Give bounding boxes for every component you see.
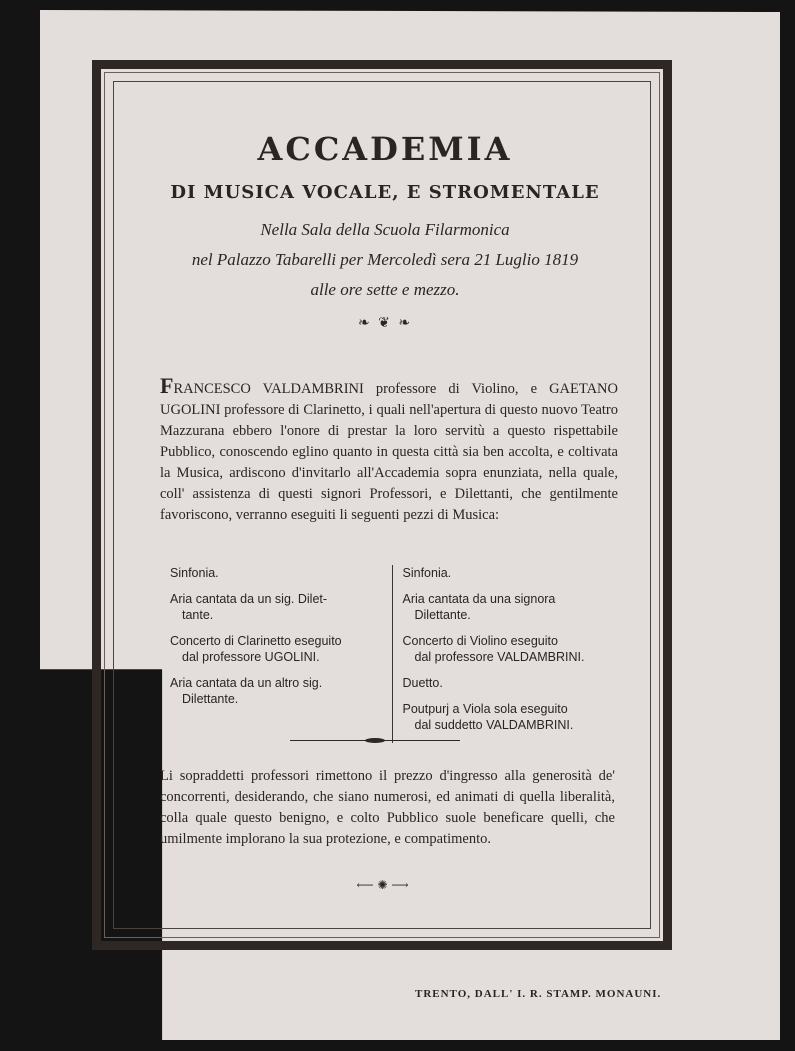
item-line: Concerto di Violino eseguito	[402, 634, 558, 648]
list-item	[403, 633, 616, 665]
location-line-2: nel Palazzo Tabarelli per Mercoledì sera 21 Luglio 1819	[191, 250, 579, 269]
item-line: Concerto di Clarinetto eseguito	[170, 634, 342, 648]
item-line-indent: tante.	[182, 608, 214, 622]
item-line-indent: dal professore VALDAMBRINI.	[414, 650, 585, 664]
program-list	[170, 565, 615, 743]
list-item	[403, 675, 616, 691]
intro-text: RANCESCO VALDAMBRINI professore di Violino, e GAETANO UGOLINI professore di Clarinetto, i quali nell'apertura di questo nuovo Teatro Mazzurana ebbero l'onore di prestar la loro servitù a questo rispettabile Pubblico, conoscendo eglino quanto in questa città sia ben accolta, e coltivata la Musica, ardiscono d'invitarlo all'Accademia sopra enunziata, nella quale, coll' assistenza di questi signori Professori, e Dilettanti, che gentilmente favoriscono, verranno eseguiti li seguenti pezzi di Musica:	[160, 381, 618, 523]
program-column-right	[393, 565, 616, 743]
item-line-indent: Dilettante.	[414, 608, 471, 622]
list-item	[170, 675, 382, 707]
item-line-indent: dal professore UGOLINI.	[182, 650, 320, 664]
item-line: Aria cantata da un sig. Dilet-	[170, 592, 328, 606]
item-line-indent: dal suddetto VALDAMBRINI.	[414, 718, 574, 732]
item-line: Sinfonia.	[170, 566, 219, 580]
divider-rule	[290, 740, 460, 741]
subtitle: DI MUSICA VOCALE, E STROMENTALE	[170, 182, 600, 203]
item-line: Poutpurj a Viola sola eseguito	[402, 702, 568, 716]
item-line: Sinfonia.	[402, 566, 452, 580]
list-item	[170, 591, 382, 623]
location-block	[150, 215, 620, 305]
item-line: Duetto.	[402, 676, 443, 690]
program-column-left	[170, 565, 393, 743]
drop-cap: F	[160, 373, 174, 398]
list-item	[170, 565, 382, 581]
closing-paragraph: Li sopraddetti professori rimettono il prezzo d'ingresso alla generosità de' concorrenti, desiderando, che siano numerosi, ed animati di quella liberalità, colla quale questo benigno, e colto Pubblico suole beneficare quelli, che umilmente implorano la sua protezione, e compatimento.	[160, 768, 615, 847]
item-line-indent: Dilettante.	[182, 692, 239, 706]
ornament-top-icon: ❧ ❦ ❧	[357, 315, 413, 331]
list-item	[403, 591, 616, 623]
location-line-3: alle ore sette e mezzo.	[310, 280, 460, 299]
list-item	[170, 633, 382, 665]
item-line: Aria cantata da una signora	[402, 592, 556, 606]
item-line: Aria cantata da un altro sig.	[170, 676, 323, 690]
page-title: ACCADEMIA	[257, 130, 513, 168]
location-line-1: Nella Sala della Scuola Filarmonica	[260, 220, 510, 239]
header-block	[150, 130, 620, 341]
ornament-bottom-icon: ⟵ ✺ ⟶	[356, 878, 409, 892]
list-item	[403, 565, 616, 581]
printer-imprint: TRENTO, DALL' I. R. STAMP. MONAUNI.	[415, 988, 662, 1000]
intro-paragraph	[160, 375, 618, 526]
list-item	[403, 701, 616, 733]
